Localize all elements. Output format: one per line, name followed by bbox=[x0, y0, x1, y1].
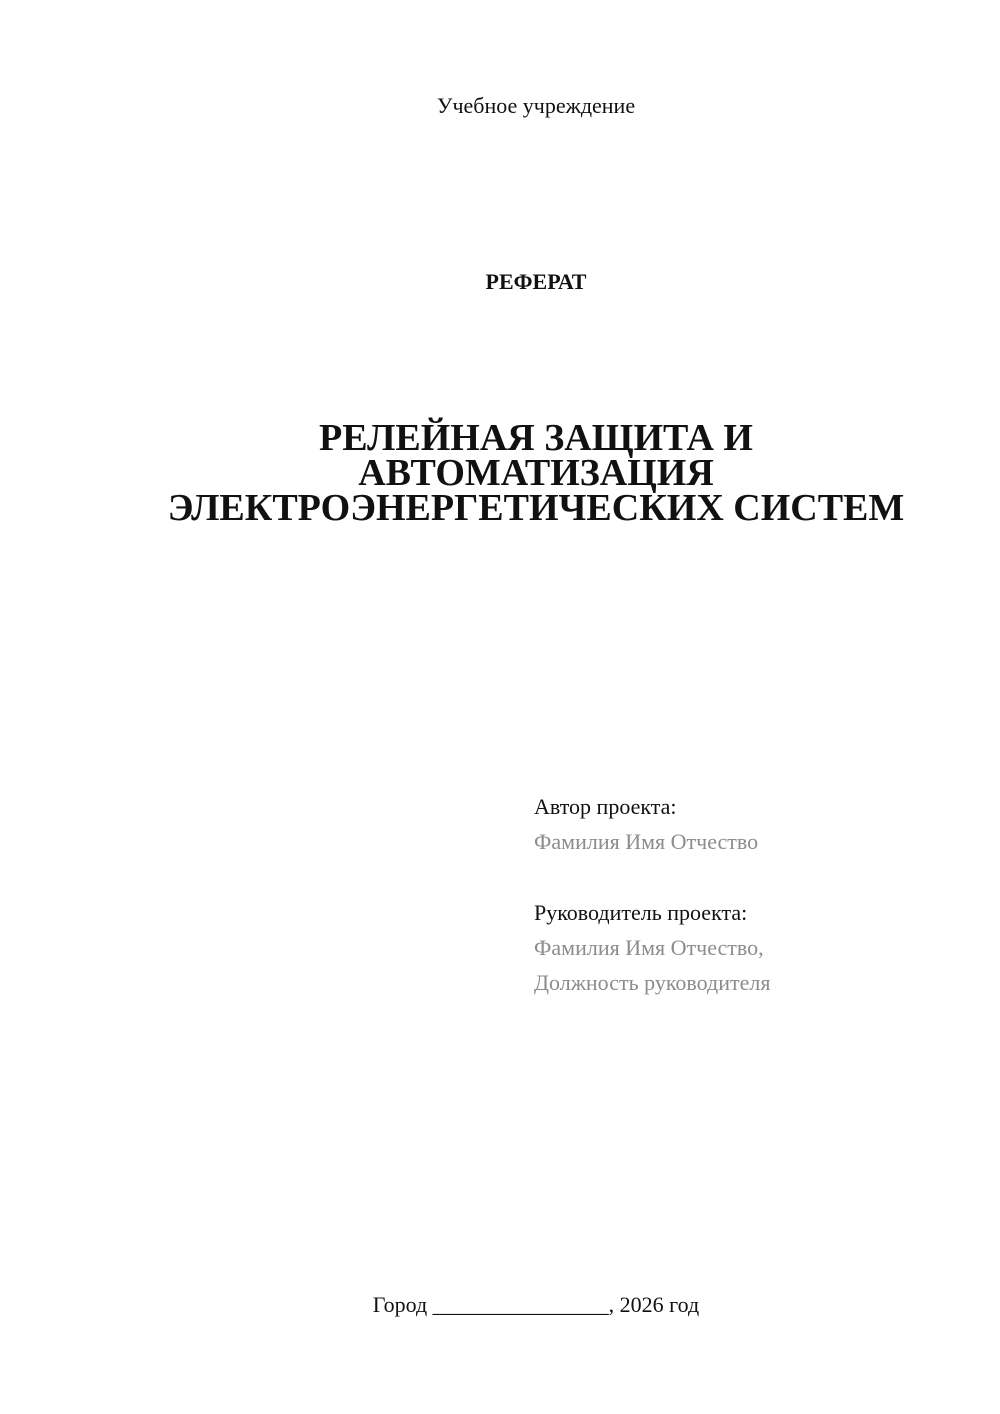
supervisor-name: Фамилия Имя Отчество, bbox=[534, 935, 764, 960]
author-label: Автор проекта: bbox=[534, 794, 677, 819]
city-year-footer: Город ________________, 2026 год bbox=[372, 1292, 700, 1317]
title-line-2: АВТОМАТИЗАЦИЯ bbox=[358, 452, 714, 494]
author-name: Фамилия Имя Отчество bbox=[534, 829, 759, 854]
title-line-3: ЭЛЕКТРОЭНЕРГЕТИЧЕСКИХ СИСТЕМ bbox=[167, 487, 905, 529]
title-line-1: РЕЛЕЙНАЯ ЗАЩИТА И bbox=[319, 417, 753, 459]
project-info-block bbox=[534, 789, 954, 1000]
supervisor-position: Должность руководителя bbox=[534, 970, 771, 995]
document-title bbox=[0, 417, 1000, 529]
supervisor-label: Руководитель проекта: bbox=[534, 900, 748, 925]
institution-name: Учебное учреждение bbox=[436, 93, 636, 118]
document-type-heading: РЕФЕРАТ bbox=[485, 269, 587, 294]
spacer bbox=[534, 859, 954, 895]
